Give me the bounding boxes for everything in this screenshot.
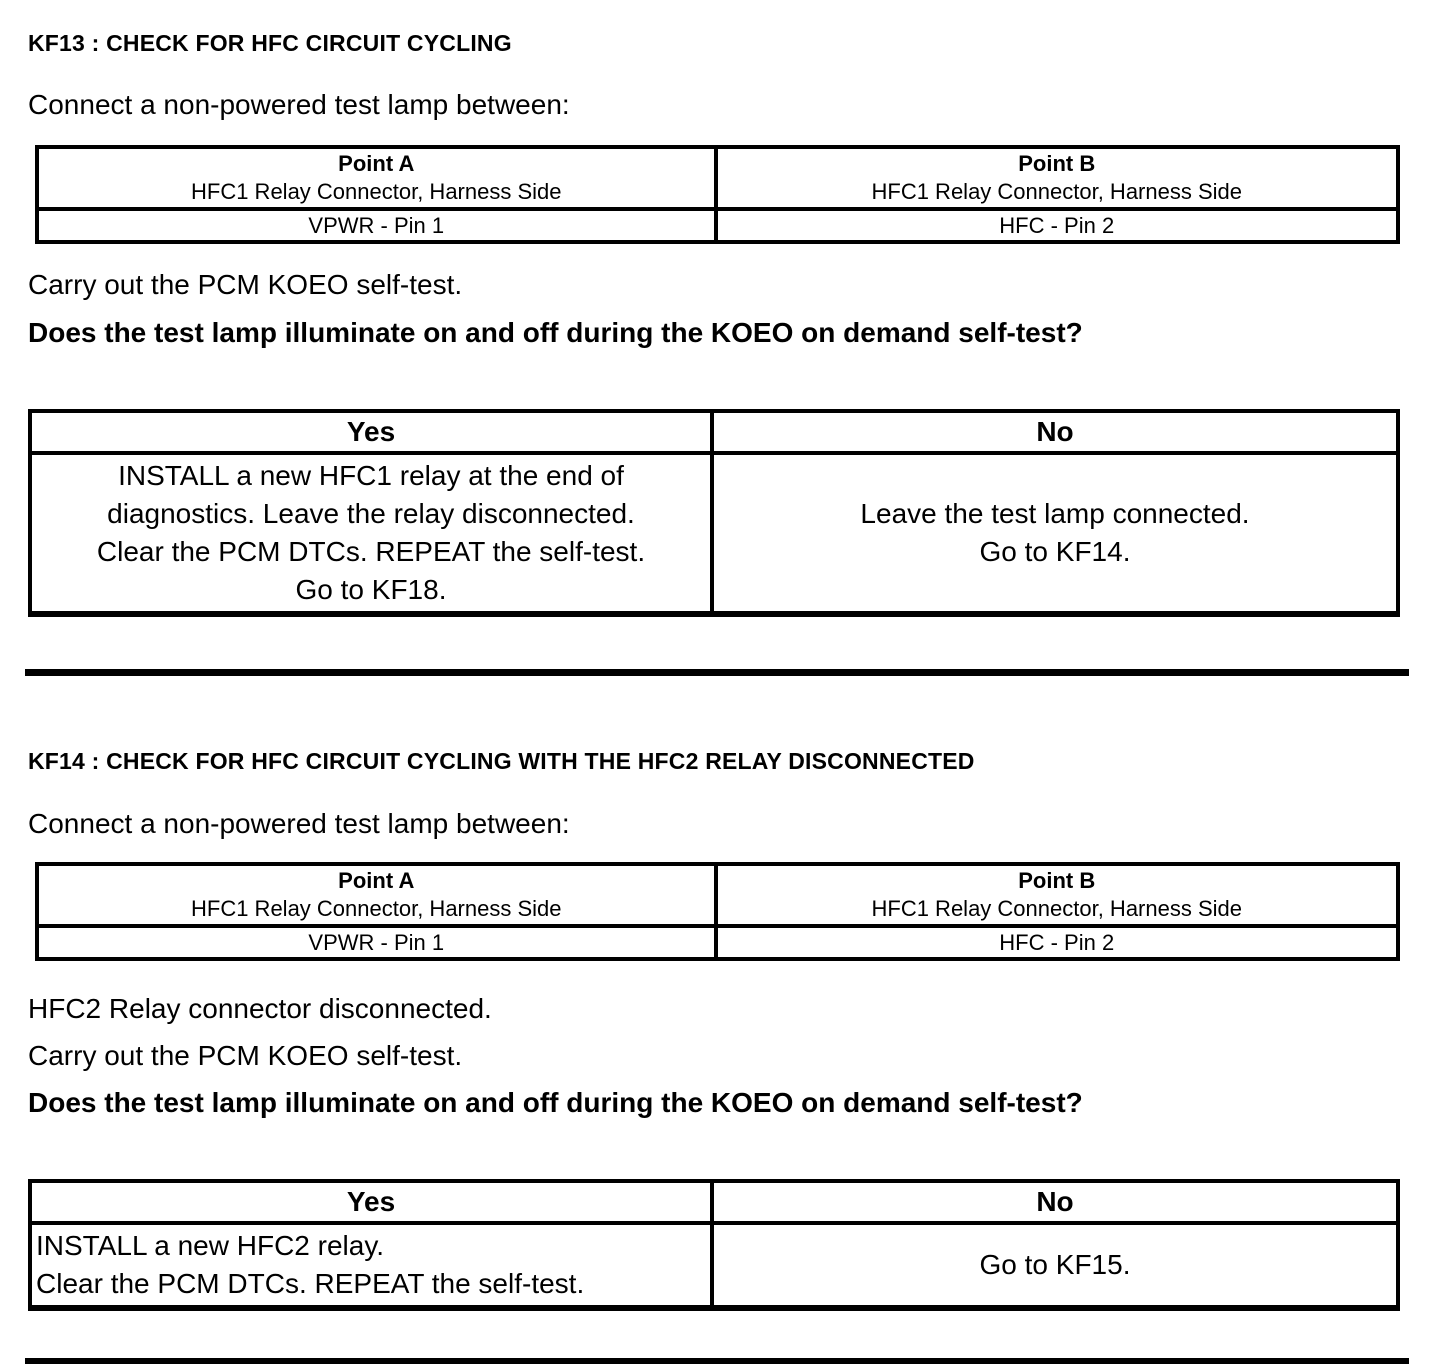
kf14-note-text: HFC2 Relay connector disconnected. <box>28 993 492 1024</box>
point-b-title: Point B <box>1018 868 1096 893</box>
kf13-heading: KF13 : CHECK FOR HFC CIRCUIT CYCLING <box>28 30 512 56</box>
point-a-title: Point A <box>338 151 415 176</box>
kf13-no-line: Go to KF14. <box>979 536 1131 567</box>
kf13-yes-line: INSTALL a new HFC1 relay at the end of <box>118 460 624 491</box>
kf13-point-b-value: HFC - Pin 2 <box>718 207 1397 240</box>
kf14-step-text: Carry out the PCM KOEO self-test. <box>28 1040 463 1071</box>
kf13-step-text: Carry out the PCM KOEO self-test. <box>28 269 463 300</box>
kf14-no-header: No <box>1036 1186 1074 1217</box>
kf14-point-a-header <box>39 866 718 924</box>
kf13-yes-line: Clear the PCM DTCs. REPEAT the self-test. <box>96 536 646 567</box>
section-divider-rule <box>25 669 1409 676</box>
kf14-heading: KF14 : CHECK FOR HFC CIRCUIT CYCLING WITH THE HFC2 RELAY DISCONNECTED <box>28 748 975 774</box>
kf14-intro-text: Connect a non-powered test lamp between: <box>28 808 570 839</box>
kf13-point-b-header <box>718 149 1397 207</box>
point-a-title: Point A <box>338 868 415 893</box>
point-b-title: Point B <box>1018 151 1096 176</box>
kf14-no-action <box>714 1221 1396 1305</box>
kf13-intro-text: Connect a non-powered test lamp between: <box>28 89 570 120</box>
section-kf14 <box>28 748 1412 1311</box>
kf13-point-a-header <box>39 149 718 207</box>
bottom-divider-rule <box>25 1358 1409 1364</box>
kf14-yes-action <box>32 1221 714 1305</box>
point-a-subtitle: HFC1 Relay Connector, Harness Side <box>191 179 562 204</box>
kf14-yes-line: INSTALL a new HFC2 relay. <box>36 1230 385 1261</box>
kf13-no-action <box>714 451 1396 611</box>
kf13-yes-line: diagnostics. Leave the relay disconnected. <box>107 498 635 529</box>
kf13-no-line: Leave the test lamp connected. <box>860 498 1250 529</box>
kf14-point-b-header <box>718 866 1397 924</box>
kf13-point-a-value: VPWR - Pin 1 <box>39 207 718 240</box>
kf13-points-table <box>35 145 1400 244</box>
kf13-question-text: Does the test lamp illuminate on and off during the KOEO on demand self-test? <box>28 317 1083 348</box>
point-a-subtitle: HFC1 Relay Connector, Harness Side <box>191 896 562 921</box>
kf14-point-a-value: VPWR - Pin 1 <box>39 924 718 957</box>
kf13-yes-line: Go to KF18. <box>295 574 447 605</box>
kf14-point-b-value: HFC - Pin 2 <box>718 924 1397 957</box>
kf14-question-text: Does the test lamp illuminate on and off during the KOEO on demand self-test? <box>28 1087 1083 1118</box>
point-b-subtitle: HFC1 Relay Connector, Harness Side <box>871 896 1242 921</box>
kf13-yes-header: Yes <box>32 413 714 451</box>
point-b-subtitle: HFC1 Relay Connector, Harness Side <box>871 179 1242 204</box>
kf13-yes-action <box>32 451 714 611</box>
section-kf13 <box>28 30 1412 617</box>
kf13-decision-table <box>28 409 1400 617</box>
kf13-no-header: No <box>1036 416 1074 447</box>
kf14-no-line: Go to KF15. <box>979 1249 1131 1280</box>
kf14-yes-header: Yes <box>32 1183 714 1221</box>
kf14-points-table <box>35 862 1400 961</box>
kf14-yes-line: Clear the PCM DTCs. REPEAT the self-test. <box>36 1268 585 1299</box>
kf14-decision-table <box>28 1179 1400 1311</box>
